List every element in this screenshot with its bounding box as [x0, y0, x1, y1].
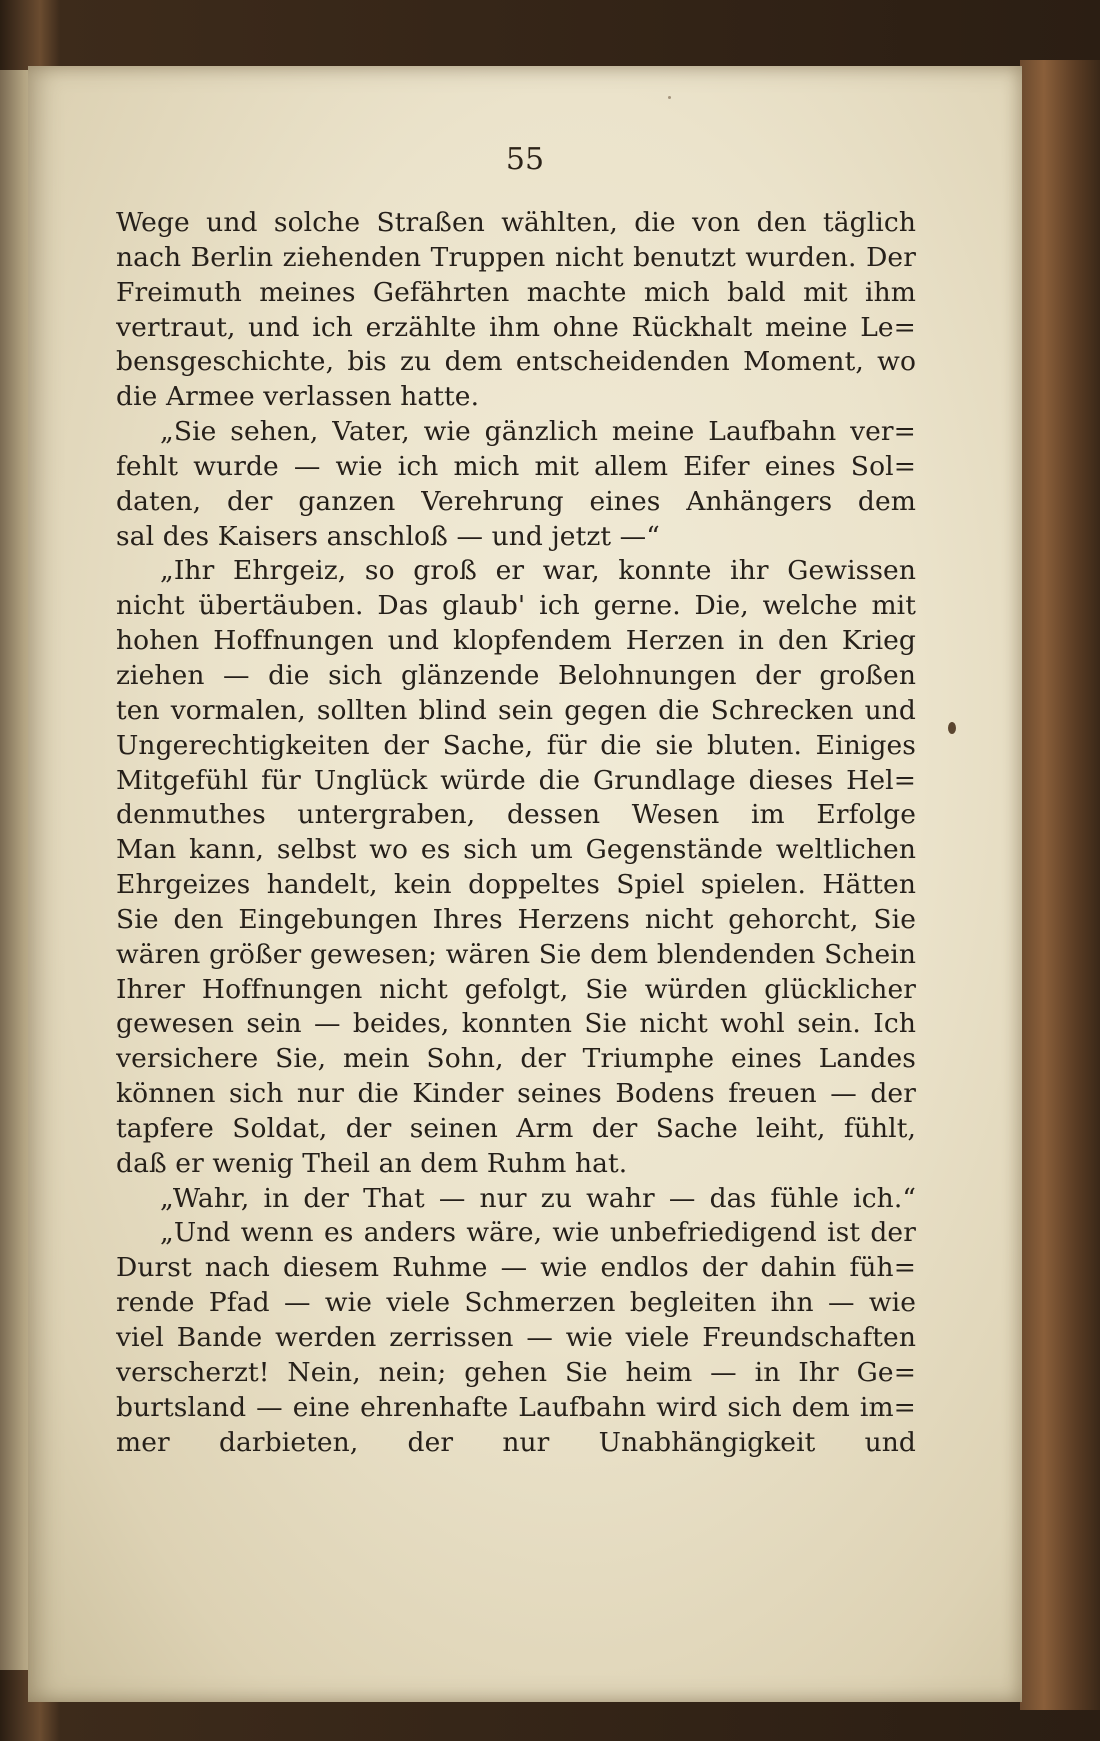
text-line: verscherzt! Nein, nein; gehen Sie heim — in Ihr Ge= [116, 1356, 916, 1388]
text-line: ziehen — die sich glänzende Belohnungen der großen [116, 659, 916, 691]
paper-speck [668, 96, 671, 99]
text-line: Freimuth meines Gefährten machte mich bald mit ihm [116, 276, 916, 308]
text-line: „Wahr, in der That — nur zu wahr — das fühle ich.“ [160, 1182, 916, 1214]
text-line: „Und wenn es anders wäre, wie unbefriedigend ist der [160, 1217, 916, 1249]
book-cover-edge [1020, 60, 1100, 1710]
text-line: Man kann, selbst wo es sich um Gegenstände weltlichen [116, 834, 916, 866]
text-line: daß er wenig Theil an dem Ruhm hat. [116, 1147, 628, 1179]
text-line: sal des Kaisers anschloß — und jetzt —“ [116, 520, 660, 552]
text-line: hohen Hoffnungen und klopfendem Herzen in den Krieg [116, 625, 916, 657]
text-line: nicht übertäuben. Das glaub' ich gerne. Die, welche mit [116, 590, 916, 622]
text-line: denmuthes untergraben, dessen Wesen im Erfolge [116, 799, 916, 831]
text-line: burtsland — eine ehrenhafte Laufbahn wird sich dem im= [116, 1391, 916, 1423]
text-line: Ungerechtigkeiten der Sache, für die sie bluten. Einiges [116, 729, 916, 761]
text-line: Sie den Eingebungen Ihres Herzens nicht gehorcht, Sie [116, 903, 916, 935]
text-line: die Armee verlassen hatte. [116, 381, 480, 413]
text-line: wären größer gewesen; wären Sie dem blendenden Schein [116, 938, 916, 970]
text-line: Mitgefühl für Unglück würde die Grundlage dieses Hel= [116, 764, 916, 796]
text-line: bensgeschichte, bis zu dem entscheidenden Moment, wo [116, 346, 916, 378]
text-line: „Ihr Ehrgeiz, so groß er war, konnte ihr Gewissen [160, 555, 916, 587]
page-sheet [28, 66, 1022, 1702]
text-line: fehlt wurde — wie ich mich mit allem Eifer eines Sol= [116, 450, 916, 482]
text-line: rende Pfad — wie viele Schmerzen begleiten ihn — wie [116, 1287, 916, 1319]
text-line: gewesen sein — beides, konnten Sie nicht wohl sein. Ich [116, 1008, 916, 1040]
text-line: mer darbieten, der nur Unabhängigkeit und [116, 1426, 916, 1458]
text-line: Wege und solche Straßen wählten, die von den täglich [116, 207, 916, 238]
text-line: „Sie sehen, Vater, wie gänzlich meine Laufbahn ver= [160, 416, 916, 448]
text-line: können sich nur die Kinder seines Bodens freuen — der [116, 1078, 916, 1110]
text-line: vertraut, und ich erzählte ihm ohne Rückhalt meine Le= [116, 311, 916, 343]
body-text [116, 206, 916, 1460]
text-line: versichere Sie, mein Sohn, der Triumphe eines Landes [116, 1043, 916, 1075]
text-line: Durst nach diesem Ruhme — wie endlos der dahin füh= [116, 1252, 916, 1284]
paper-speck [948, 722, 956, 734]
text-line: Ihrer Hoffnungen nicht gefolgt, Sie würden glücklicher [116, 973, 916, 1005]
text-line: nach Berlin ziehenden Truppen nicht benutzt wurden. Der [116, 241, 916, 273]
text-line: viel Bande werden zerrissen — wie viele Freundschaften [116, 1322, 916, 1353]
text-line: ten vormalen, sollten blind sein gegen die Schrecken und [116, 694, 916, 726]
text-line: daten, der ganzen Verehrung eines Anhängers dem [116, 485, 916, 517]
page-number: 55 [505, 142, 545, 177]
text-line: Ehrgeizes handelt, kein doppeltes Spiel spielen. Hätten [116, 869, 916, 901]
text-line: tapfere Soldat, der seinen Arm der Sache leiht, fühlt, [116, 1112, 916, 1144]
